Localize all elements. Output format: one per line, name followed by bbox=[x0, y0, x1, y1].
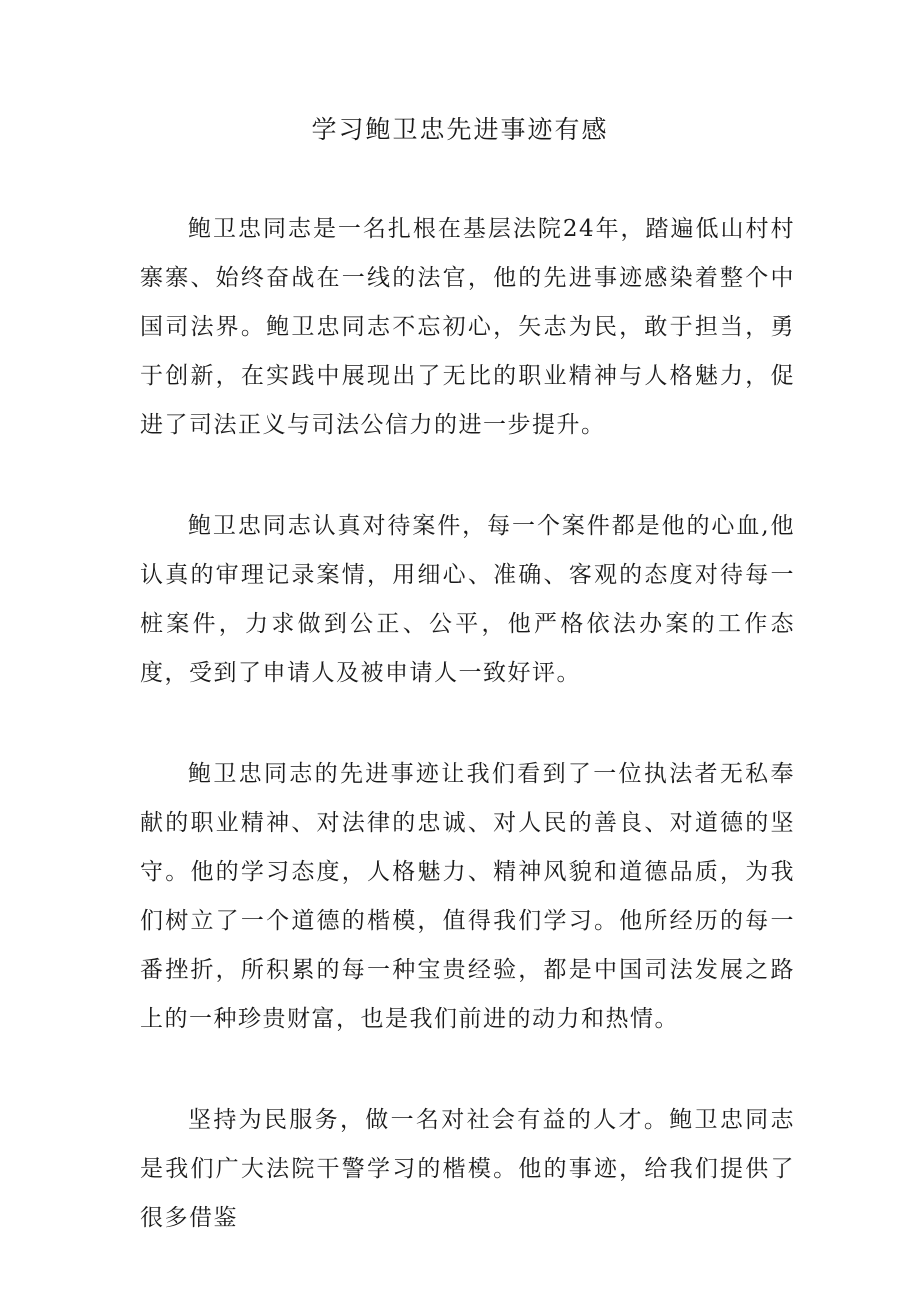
document-title: 学习鲍卫忠先进事迹有感 bbox=[311, 115, 609, 144]
paragraph-1: 鲍卫忠同志是一名扎根在基层法院24年，踏遍低山村村寨寨、始终奋战在一线的法官，他的先进事迹感染着整个中国司法界。鲍卫忠同志不忘初心，矢志为民，敢于担当，勇于创新，在实践中展现出了无比的职业精神与人格魅力，促进了司法正义与司法公信力的进一步提升。 bbox=[140, 216, 795, 438]
paragraph-2: 鲍卫忠同志认真对待案件，每一个案件都是他的心血,他认真的审理记录案情，用细心、准确、客观的态度对待每一桩案件，力求做到公正、公平，他严格依法办案的工作态度，受到了申请人及被申请人一致好评。 bbox=[140, 513, 795, 686]
document-body bbox=[140, 205, 795, 1295]
paragraph-3: 鲍卫忠同志的先进事迹让我们看到了一位执法者无私奉献的职业精神、对法律的忠诚、对人民的善良、对道德的坚守。他的学习态度，人格魅力、精神风貌和道德品质，为我们树立了一个道德的楷模，值得我们学习。他所经历的每一番挫折，所积累的每一种宝贵经验，都是中国司法发展之路上的一种珍贵财富，也是我们前进的动力和热情。 bbox=[140, 761, 795, 1032]
paragraph-4: 坚持为民服务，做一名对社会有益的人才。鲍卫忠同志是我们广大法院干警学习的楷模。他的事迹，给我们提供了很多借鉴 bbox=[140, 1107, 795, 1231]
